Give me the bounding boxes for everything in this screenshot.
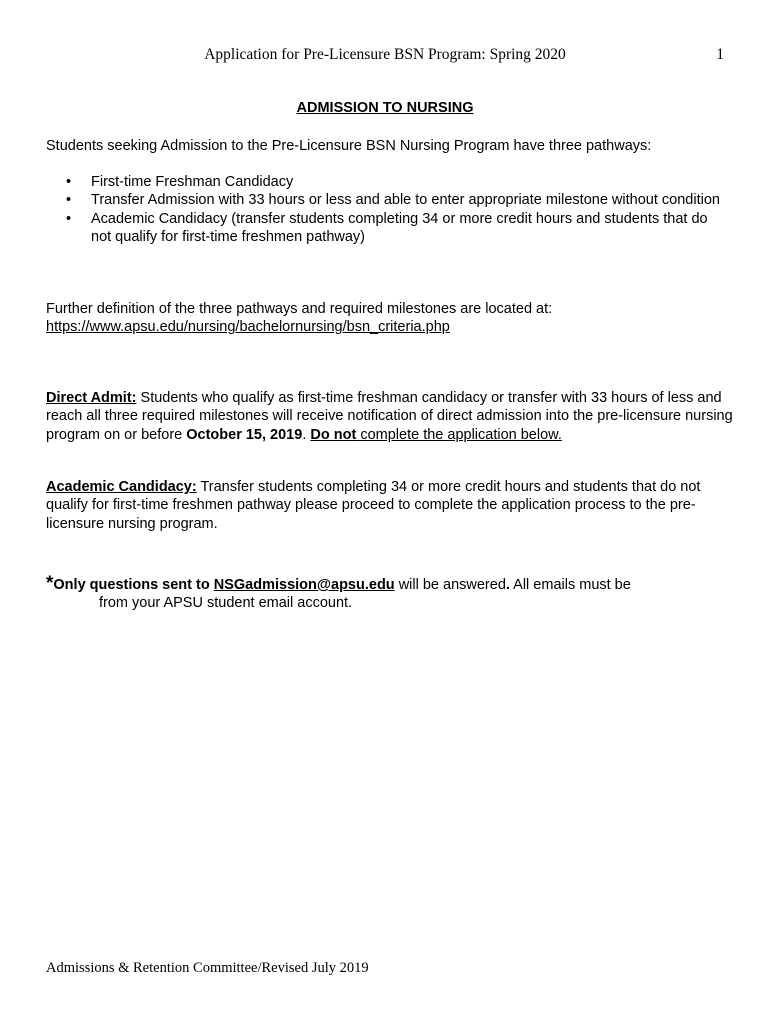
intro-paragraph: Students seeking Admission to the Pre-Licensure BSN Nursing Program have three pathways: bbox=[46, 138, 652, 154]
page-footer: Admissions & Retention Committee/Revised July 2019 bbox=[46, 960, 369, 976]
asterisk-mark: * bbox=[46, 573, 54, 594]
note-line2: from your APSU student email account. bbox=[99, 595, 353, 612]
pathway-text: Transfer Admission with 33 hours or less and able to enter appropriate milestone without condition bbox=[91, 192, 720, 209]
academic-candidacy-paragraph bbox=[46, 478, 736, 533]
note-rest: All emails must be bbox=[509, 577, 631, 593]
further-definition-text: Further definition of the three pathways and required milestones are located at: bbox=[46, 301, 553, 317]
note-lead: Only questions sent to bbox=[53, 577, 214, 593]
list-item bbox=[64, 210, 724, 247]
direct-admit-text: Students who qualify as first-time freshman candidacy or transfer with 33 hours of less and reach all three required milestones will receive notification of direct admission into the pre-licensure nursing program on or before bbox=[46, 390, 733, 443]
list-item bbox=[64, 191, 724, 209]
page-number: 1 bbox=[716, 46, 724, 63]
pathway-text: Academic Candidacy (transfer students completing 34 or more credit hours and students that do not qualify for first-time freshmen pathway) bbox=[91, 210, 708, 245]
direct-admit-rest: complete the application below. bbox=[356, 426, 562, 443]
contact-note bbox=[46, 573, 736, 613]
pathways-list bbox=[64, 173, 724, 246]
page-heading: ADMISSION TO NURSING bbox=[296, 100, 474, 116]
email-link[interactable]: NSGadmission@apsu.edu bbox=[213, 577, 395, 593]
bullet-icon: • bbox=[66, 192, 72, 209]
bullet-icon: • bbox=[66, 210, 72, 227]
direct-admit-date: October 15, 2019 bbox=[186, 426, 303, 443]
direct-admit-label: Direct Admit: bbox=[46, 390, 137, 406]
bullet-icon: • bbox=[66, 174, 72, 190]
academic-candidacy-label: Academic Candidacy: bbox=[46, 479, 197, 495]
direct-admit-paragraph bbox=[46, 389, 736, 444]
do-not-text: Do not bbox=[310, 426, 357, 443]
academic-candidacy-text: Transfer students completing 34 or more credit hours and students that do not qualify for first-time freshmen pathway please proceed to complete the application process to the pre-licensure nursing program. bbox=[46, 479, 701, 532]
pathway-text: First-time Freshman Candidacy bbox=[91, 174, 294, 190]
note-middle: will be answered bbox=[394, 577, 506, 593]
direct-admit-period: . bbox=[302, 426, 311, 443]
criteria-link[interactable]: https://www.apsu.edu/nursing/bachelornursing/bsn_criteria.php bbox=[46, 319, 450, 336]
further-definition-paragraph bbox=[46, 300, 736, 337]
page-header-title: Application for Pre-Licensure BSN Program: Spring 2020 bbox=[204, 46, 566, 63]
note-period: . bbox=[505, 577, 510, 593]
list-item bbox=[64, 173, 724, 191]
